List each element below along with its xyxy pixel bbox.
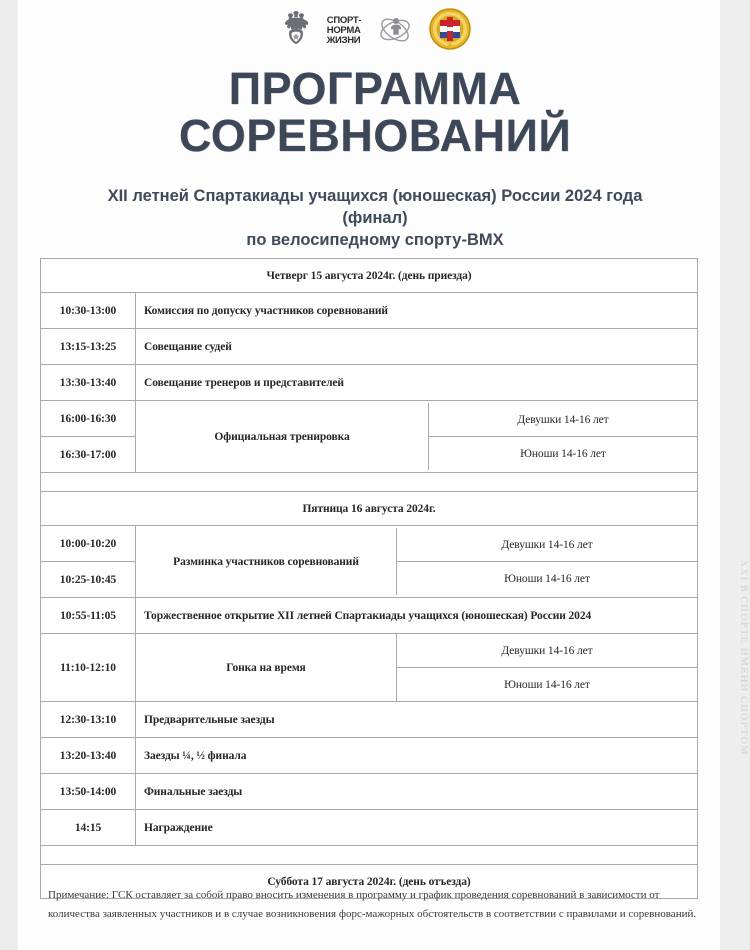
category-label: Девушки 14-16 лет <box>397 528 698 562</box>
event-cell: Комиссия по допуску участников соревнований <box>136 293 698 329</box>
table-row <box>41 329 698 365</box>
category-label: Юноши 14-16 лет <box>429 437 698 471</box>
russia-coat-of-arms-icon <box>279 8 313 55</box>
table-row <box>41 526 698 562</box>
day-header-row <box>41 492 698 526</box>
sport-atom-emblem-icon <box>375 9 415 54</box>
event-label: Официальная тренировка <box>136 403 429 470</box>
day-spacer <box>41 473 698 492</box>
day-title: Пятница 16 августа 2024г. <box>41 492 698 526</box>
time-cell: 10:55-11:05 <box>41 598 136 634</box>
time-cell: 10:30-13:00 <box>41 293 136 329</box>
event-cell: Финальные заезды <box>136 774 698 810</box>
table-row <box>136 634 697 668</box>
grouped-event-subtable <box>136 634 697 701</box>
time-cell: 16:30-17:00 <box>41 437 136 473</box>
category-label: Юноши 14-16 лет <box>397 668 698 702</box>
grouped-event-subtable <box>136 403 697 470</box>
time-cell: 12:30-13:10 <box>41 702 136 738</box>
event-label: Гонка на время <box>136 634 397 701</box>
table-row <box>41 365 698 401</box>
event-cell: Предварительные заезды <box>136 702 698 738</box>
table-row <box>41 738 698 774</box>
table-row <box>136 403 697 437</box>
title-line-1: ПРОГРАММА <box>228 63 522 114</box>
event-cell: Торжественное открытие XII летней Спартакиады учащихся (юношеская) России 2024 <box>136 598 698 634</box>
table-row <box>41 401 698 437</box>
time-cell: 14:15 <box>41 810 136 846</box>
grouped-event-cell <box>136 401 698 473</box>
logo-line-1: СПОРТ- <box>326 15 362 27</box>
logo-line-2: НОРМА <box>326 25 361 37</box>
table-row <box>41 774 698 810</box>
time-cell: 10:25-10:45 <box>41 562 136 598</box>
page-subtitle <box>0 186 750 251</box>
table-row <box>41 293 698 329</box>
table-row <box>136 528 697 562</box>
time-cell: 16:00-16:30 <box>41 401 136 437</box>
schedule-table <box>40 258 698 899</box>
day-header-row <box>41 259 698 293</box>
day-spacer-row <box>41 846 698 865</box>
time-cell: 10:00-10:20 <box>41 526 136 562</box>
grouped-event-subtable <box>136 528 697 595</box>
category-label: Юноши 14-16 лет <box>397 562 698 596</box>
sport-norma-zhizni-logo <box>327 16 361 45</box>
table-row <box>41 634 698 702</box>
event-label: Разминка участников соревнований <box>136 528 397 595</box>
schedule-table-container <box>40 258 698 899</box>
grouped-event-cell <box>136 526 698 598</box>
footnote-text: Примечание: ГСК оставляет за собой право вносить изменения в программу и график проведения соревнований в зависимости от количества заявленных участников и в случае возникновения форс-мажорных обстоятельств в соответствии с правилами и соревнований. <box>48 889 697 920</box>
time-cell: 13:30-13:40 <box>41 365 136 401</box>
subtitle-line-1: XII летней Спартакиады учащихся (юношеская) России 2024 года <box>107 187 643 205</box>
time-cell: 13:15-13:25 <box>41 329 136 365</box>
table-row <box>41 598 698 634</box>
event-cell: Совещание судей <box>136 329 698 365</box>
page-title <box>0 63 750 161</box>
time-cell: 13:50-14:00 <box>41 774 136 810</box>
logo-line-3: ЖИЗНИ <box>326 34 361 46</box>
event-cell: Награждение <box>136 810 698 846</box>
day-spacer-row <box>41 473 698 492</box>
day-spacer <box>41 846 698 865</box>
day-title: Четверг 15 августа 2024г. (день приезда) <box>41 259 698 293</box>
time-cell: 13:20-13:40 <box>41 738 136 774</box>
logo-row <box>0 6 750 56</box>
margin-vertical-note: XXI В СПОРТЕ ИМЕНИ СПОРТОМ <box>738 560 749 756</box>
category-label: Девушки 14-16 лет <box>429 403 698 437</box>
subtitle-line-3: по велосипедному спорту-ВМХ <box>246 230 504 249</box>
time-cell: 11:10-12:10 <box>41 634 136 702</box>
subtitle-line-2: (финал) <box>342 208 408 227</box>
day-title: Суббота 17 августа 2024г. (день отъезда) <box>41 865 698 899</box>
table-row <box>41 810 698 846</box>
event-cell: Совещание тренеров и представителей <box>136 365 698 401</box>
event-cell: Заезды ¼, ½ финала <box>136 738 698 774</box>
table-row <box>41 702 698 738</box>
federation-round-emblem-icon <box>429 8 471 55</box>
title-line-2: СОРЕВНОВАНИЙ <box>178 109 572 161</box>
category-label: Девушки 14-16 лет <box>397 634 698 668</box>
grouped-event-cell <box>136 634 698 702</box>
